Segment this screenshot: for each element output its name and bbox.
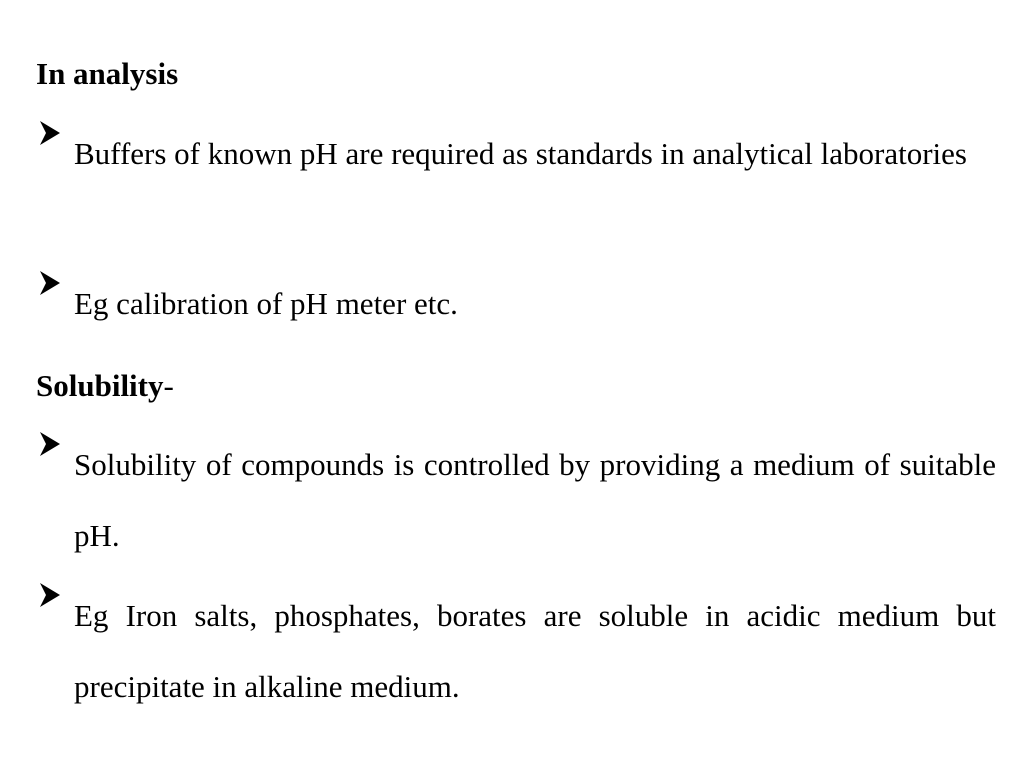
bullet-text: Buffers of known pH are required as standards in analytical laboratories <box>74 136 967 171</box>
bullet-item <box>36 580 996 722</box>
bullet-text: Eg Iron salts, phosphates, borates are soluble in acidic medium but precipitate in alkaline medium. <box>74 598 996 704</box>
section-heading-in-analysis <box>36 58 178 89</box>
heading-text: Solubility <box>36 368 164 403</box>
arrowhead-bullet-icon <box>36 580 64 616</box>
bullet-text: Solubility of compounds is controlled by providing a medium of suitable pH. <box>74 447 996 553</box>
arrowhead-bullet-icon <box>36 118 64 154</box>
heading-suffix: - <box>163 368 174 403</box>
bullet-item <box>36 268 996 339</box>
bullet-item <box>36 118 996 189</box>
bullet-text: Eg calibration of pH meter etc. <box>74 286 458 321</box>
arrowhead-bullet-icon <box>36 429 64 465</box>
heading-text: In analysis <box>36 56 179 91</box>
arrowhead-bullet-icon <box>36 268 64 304</box>
bullet-item <box>36 429 996 571</box>
section-heading-solubility <box>36 370 174 401</box>
